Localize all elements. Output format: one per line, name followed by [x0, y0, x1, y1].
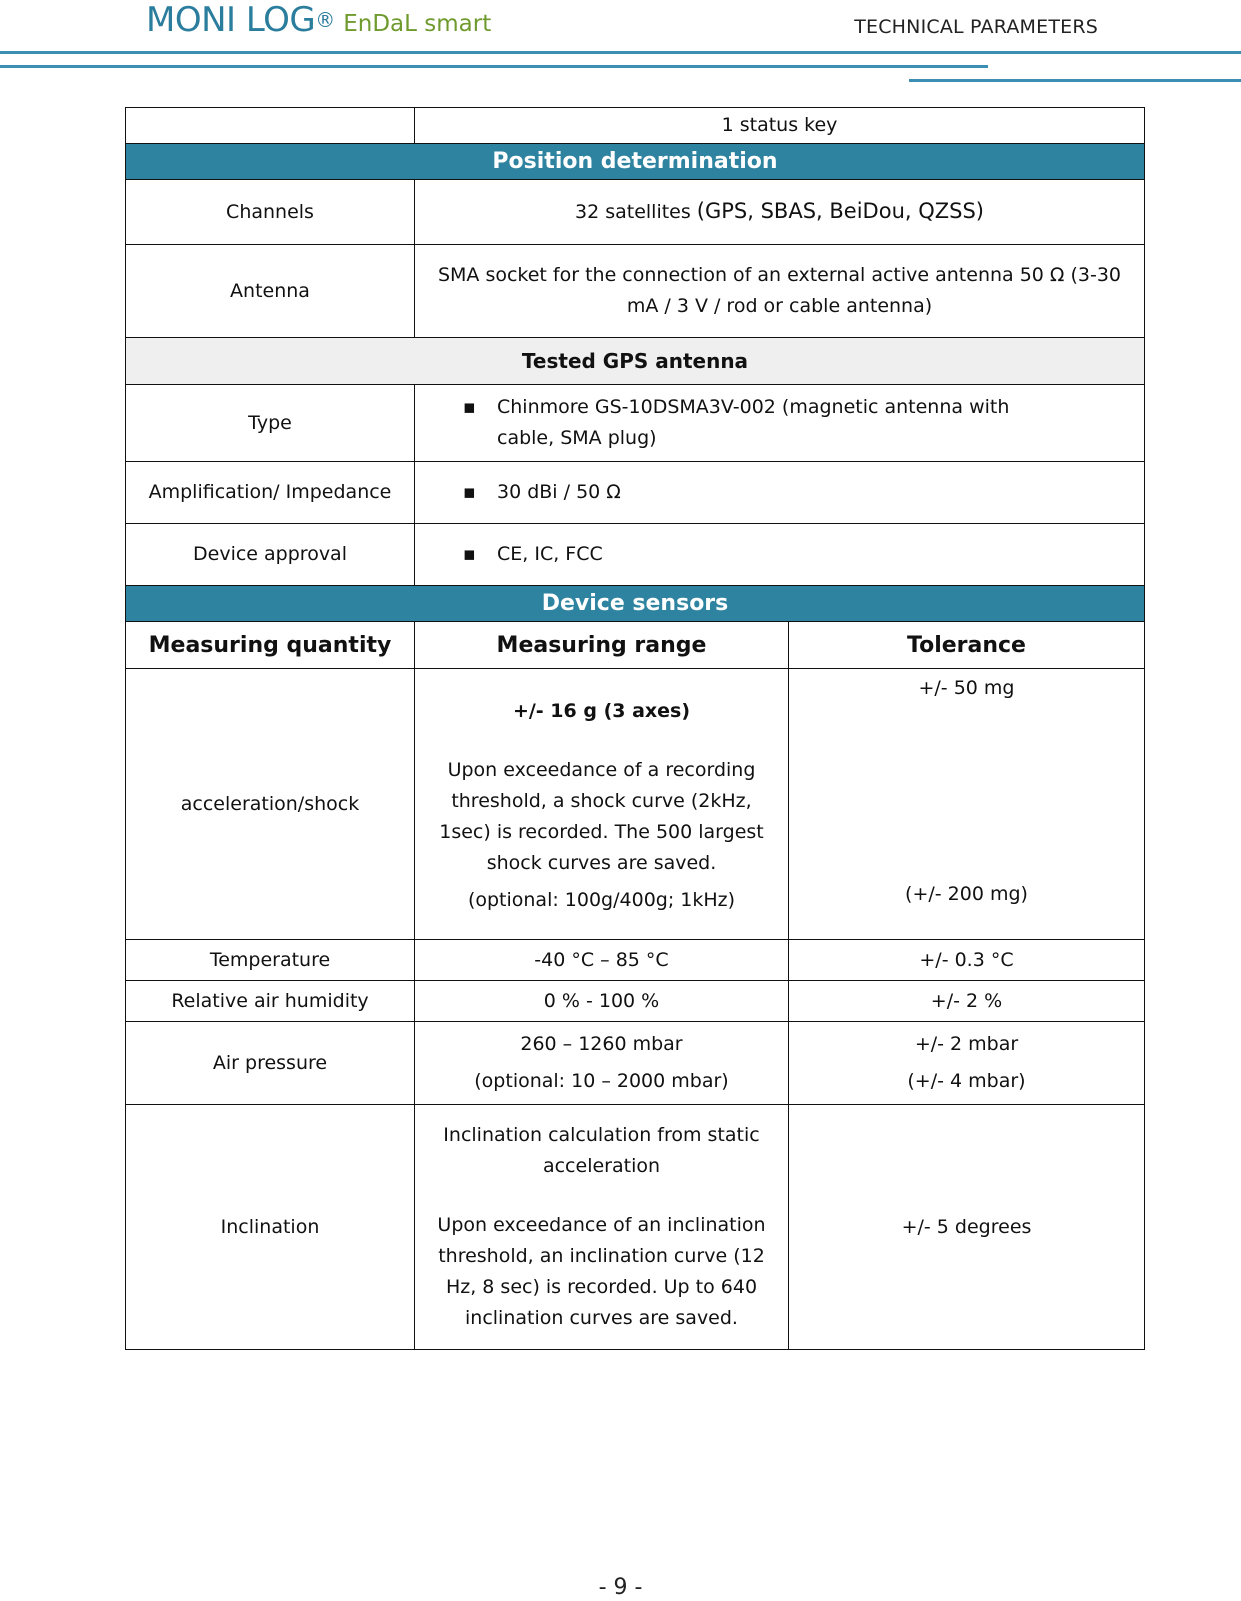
- pressure-range-optional: (optional: 10 – 2000 mbar): [474, 1070, 729, 1092]
- table-row: [126, 524, 1145, 586]
- inclination-range-desc: Upon exceedance of an inclination threshold, an inclination curve (12 Hz, 8 sec) is recorded. Up to 640 inclination curves are saved.: [437, 1214, 766, 1329]
- table-row: [126, 940, 1145, 981]
- inclination-range-main: Inclination calculation from static acceleration: [443, 1124, 760, 1177]
- accel-tolerance-cell: [789, 669, 1145, 940]
- amp-value-cell: [415, 462, 1145, 524]
- accel-range-main: +/- 16 g (3 axes): [512, 700, 691, 722]
- temperature-range: -40 °C – 85 °C: [415, 940, 789, 981]
- column-header-row: [126, 622, 1145, 669]
- pressure-tol-cell: [789, 1022, 1145, 1105]
- bullet-icon: ▪: [463, 543, 476, 565]
- antenna-value: SMA socket for the connection of an external active antenna 50 Ω (3-30 mA / 3 V / rod or cable antenna): [415, 245, 1145, 338]
- table-row: [126, 1022, 1145, 1105]
- inclination-range-cell: [415, 1105, 789, 1350]
- spec-table: [125, 107, 1145, 1350]
- channels-label: Channels: [126, 180, 415, 245]
- type-value-cell: [415, 385, 1145, 462]
- header-rule-bottom: [909, 79, 1241, 82]
- table-row: [126, 462, 1145, 524]
- humidity-tol: +/- 2 %: [789, 981, 1145, 1022]
- tested-antenna-title: Tested GPS antenna: [126, 338, 1145, 385]
- sensors-section-title: Device sensors: [126, 586, 1145, 622]
- pressure-label: Air pressure: [126, 1022, 415, 1105]
- table-row: [126, 385, 1145, 462]
- channels-count: 32 satellites: [574, 201, 697, 223]
- type-label: Type: [126, 385, 415, 462]
- table-row: [126, 180, 1145, 245]
- accel-range-cell: [415, 669, 789, 940]
- brand-logo: [146, 0, 491, 40]
- table-row: [126, 981, 1145, 1022]
- accel-label: acceleration/shock: [126, 669, 415, 940]
- position-section-title: Position determination: [126, 144, 1145, 180]
- pressure-tol-optional: (+/- 4 mbar): [907, 1070, 1026, 1092]
- accel-tol-optional: (+/- 200 mg): [905, 883, 1028, 905]
- pressure-range-cell: [415, 1022, 789, 1105]
- type-value: Chinmore GS-10DSMA3V-002 (magnetic antenna with cable, SMA plug): [497, 396, 1010, 449]
- table-row: [126, 108, 1145, 144]
- approval-value-cell: [415, 524, 1145, 586]
- registered-mark: ®: [315, 7, 336, 32]
- table-row: [126, 1105, 1145, 1350]
- section-row: [126, 144, 1145, 180]
- header-rule-middle: [0, 65, 988, 68]
- brand-product: EnDaL smart: [343, 11, 492, 37]
- pressure-tol-main: +/- 2 mbar: [914, 1033, 1019, 1055]
- approval-value: CE, IC, FCC: [497, 543, 603, 565]
- col-header-range: Measuring range: [415, 622, 789, 669]
- pressure-range-main: 260 – 1260 mbar: [520, 1033, 683, 1055]
- amp-value: 30 dBi / 50 Ω: [497, 481, 621, 503]
- section-title: TECHNICAL PARAMETERS: [854, 16, 1098, 38]
- accel-range-optional: (optional: 100g/400g; 1kHz): [467, 889, 736, 911]
- antenna-label: Antenna: [126, 245, 415, 338]
- channels-value: [415, 180, 1145, 245]
- accel-tol-main: +/- 50 mg: [918, 677, 1015, 699]
- inclination-tol: +/- 5 degrees: [789, 1105, 1145, 1350]
- brand-main: MONI LOG: [146, 0, 316, 40]
- page-number: - 9 -: [598, 1575, 643, 1600]
- table-row: [126, 669, 1145, 940]
- approval-label: Device approval: [126, 524, 415, 586]
- empty-cell: [126, 108, 415, 144]
- accel-range-desc: Upon exceedance of a recording threshold, a shock curve (2kHz, 1sec) is recorded. The 500 largest shock curves are saved.: [439, 759, 764, 874]
- header-rule-top: [0, 51, 1241, 54]
- humidity-range: 0 % - 100 %: [415, 981, 789, 1022]
- temperature-tol: +/- 0.3 °C: [789, 940, 1145, 981]
- channels-systems: (GPS, SBAS, BeiDou, QZSS): [696, 199, 984, 223]
- subsection-row: [126, 338, 1145, 385]
- amp-label: Amplification/ Impedance: [126, 462, 415, 524]
- section-row: [126, 586, 1145, 622]
- table-row: [126, 245, 1145, 338]
- col-header-tolerance: Tolerance: [789, 622, 1145, 669]
- temperature-label: Temperature: [126, 940, 415, 981]
- bullet-icon: ▪: [463, 481, 476, 503]
- inclination-label: Inclination: [126, 1105, 415, 1350]
- status-key-value: 1 status key: [415, 108, 1145, 144]
- humidity-label: Relative air humidity: [126, 981, 415, 1022]
- bullet-icon: ▪: [463, 396, 476, 418]
- col-header-quantity: Measuring quantity: [126, 622, 415, 669]
